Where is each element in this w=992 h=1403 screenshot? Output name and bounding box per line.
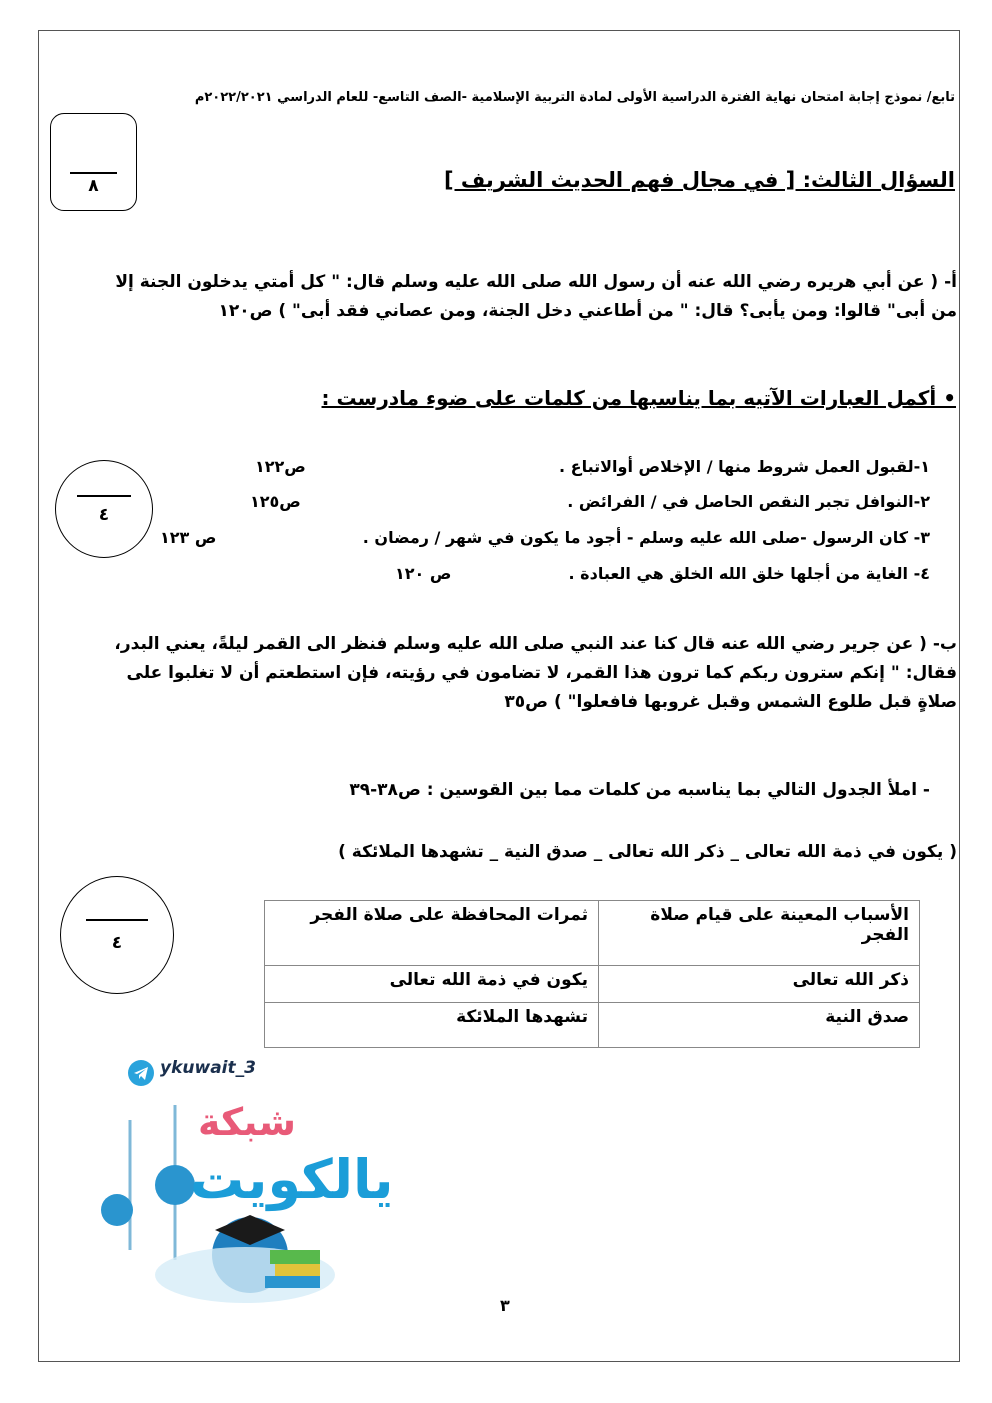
table-header-fruits: ثمرات المحافظة على صلاة الفجر [265, 901, 599, 966]
table-row [265, 1003, 920, 1048]
page-number: ٣ [500, 1296, 510, 1315]
telegram-icon [128, 1060, 154, 1086]
section-score-box [50, 113, 137, 211]
table-cell: ذكر الله تعالى [599, 966, 920, 1003]
hadith-a-line2: من أبى" قالوا: ومن يأبى؟ قال: " من أطاعني دخل الجنة، ومن عصاني فقد أبى" ) ص١٢٠ [218, 301, 957, 321]
section-title: السؤال الثالث: [ في مجال فهم الحديث الشريف ] [444, 168, 955, 192]
complete-item-4-ref: ص ١٢٠ [395, 564, 452, 583]
table-cell: تشهدها الملائكة [265, 1003, 599, 1048]
hadith-b-line1: ب- ( عن جرير رضي الله عنه قال كنا عند النبي صلى الله عليه وسلم فنظر الى القمر ليلةً، يعني البدر، [114, 634, 957, 654]
hadith-a [45, 268, 957, 326]
complete-score: ٤ [98, 505, 110, 525]
table-cell: يكون في ذمة الله تعالى [265, 966, 599, 1003]
logo-word-yalkuwait: يالكويت [190, 1148, 394, 1211]
complete-item-3-ref: ص ١٢٣ [160, 528, 217, 547]
complete-item-1-ref: ص١٢٢ [255, 457, 306, 476]
table-row [265, 966, 920, 1003]
hadith-b-line2: فقال: " إنكم سترون ربكم كما ترون هذا القمر، لا تضامون في رؤيته، فإن استطعتم أن لا تغلبوا على [126, 663, 957, 683]
hadith-a-line1: أ- ( عن أبي هريره رضي الله عنه أن رسول الله صلى الله عليه وسلم قال: " كل أمتي يدخلون الجنة إلا [115, 272, 957, 292]
page-header: تابع/ نموذج إجابة امتحان نهاية الفترة الدراسية الأولى لمادة التربية الإسلامية -الصف التاسع- للعام الدراسي ٢٠٢٢/٢٠٢١م [194, 90, 955, 105]
table-instruction: - املأ الجدول التالي بما يناسبه من كلمات مما بين القوسين : ص٣٨-٣٩ [349, 780, 930, 800]
complete-item-2: ٢-النوافل تجبر النقص الحاصل في / الفرائض . [567, 492, 930, 511]
table-score: ٤ [111, 933, 123, 953]
answers-table [264, 900, 920, 1048]
complete-item-3: ٣- كان الرسول -صلى الله عليه وسلم - أجود ما يكون في شهر / رمضان . [362, 528, 930, 547]
logo-handle: ykuwait_3 [160, 1058, 256, 1078]
complete-task-title: • أكمل العبارات الآتيه بما يناسبها من كلمات على ضوء مادرست : [321, 386, 956, 410]
word-bank: ( يكون في ذمة الله تعالى _ ذكر الله تعالى _ صدق النية _ تشهدها الملائكة ) [338, 842, 957, 862]
complete-item-4: ٤- الغاية من أجلها خلق الله الخلق هي العبادة . [568, 564, 930, 583]
complete-score-circle [55, 460, 153, 558]
table-header-row [265, 901, 920, 966]
table-cell: صدق النية [599, 1003, 920, 1048]
hadith-b [45, 630, 957, 717]
hadith-b-line3: صلاةٍ قبل طلوع الشمس وقبل غروبها فافعلوا" ) ص٣٥ [504, 692, 957, 712]
table-score-circle [60, 876, 174, 994]
section-score: ٨ [88, 176, 99, 196]
logo-word-shabaka: شبكة [198, 1100, 297, 1144]
complete-item-1: ١-لقبول العمل شروط منها / الإخلاص أوالاتباع . [559, 457, 930, 476]
table-header-causes: الأسباب المعينة على قيام صلاة الفجر [599, 901, 920, 966]
complete-item-2-ref: ص١٢٥ [250, 492, 301, 511]
